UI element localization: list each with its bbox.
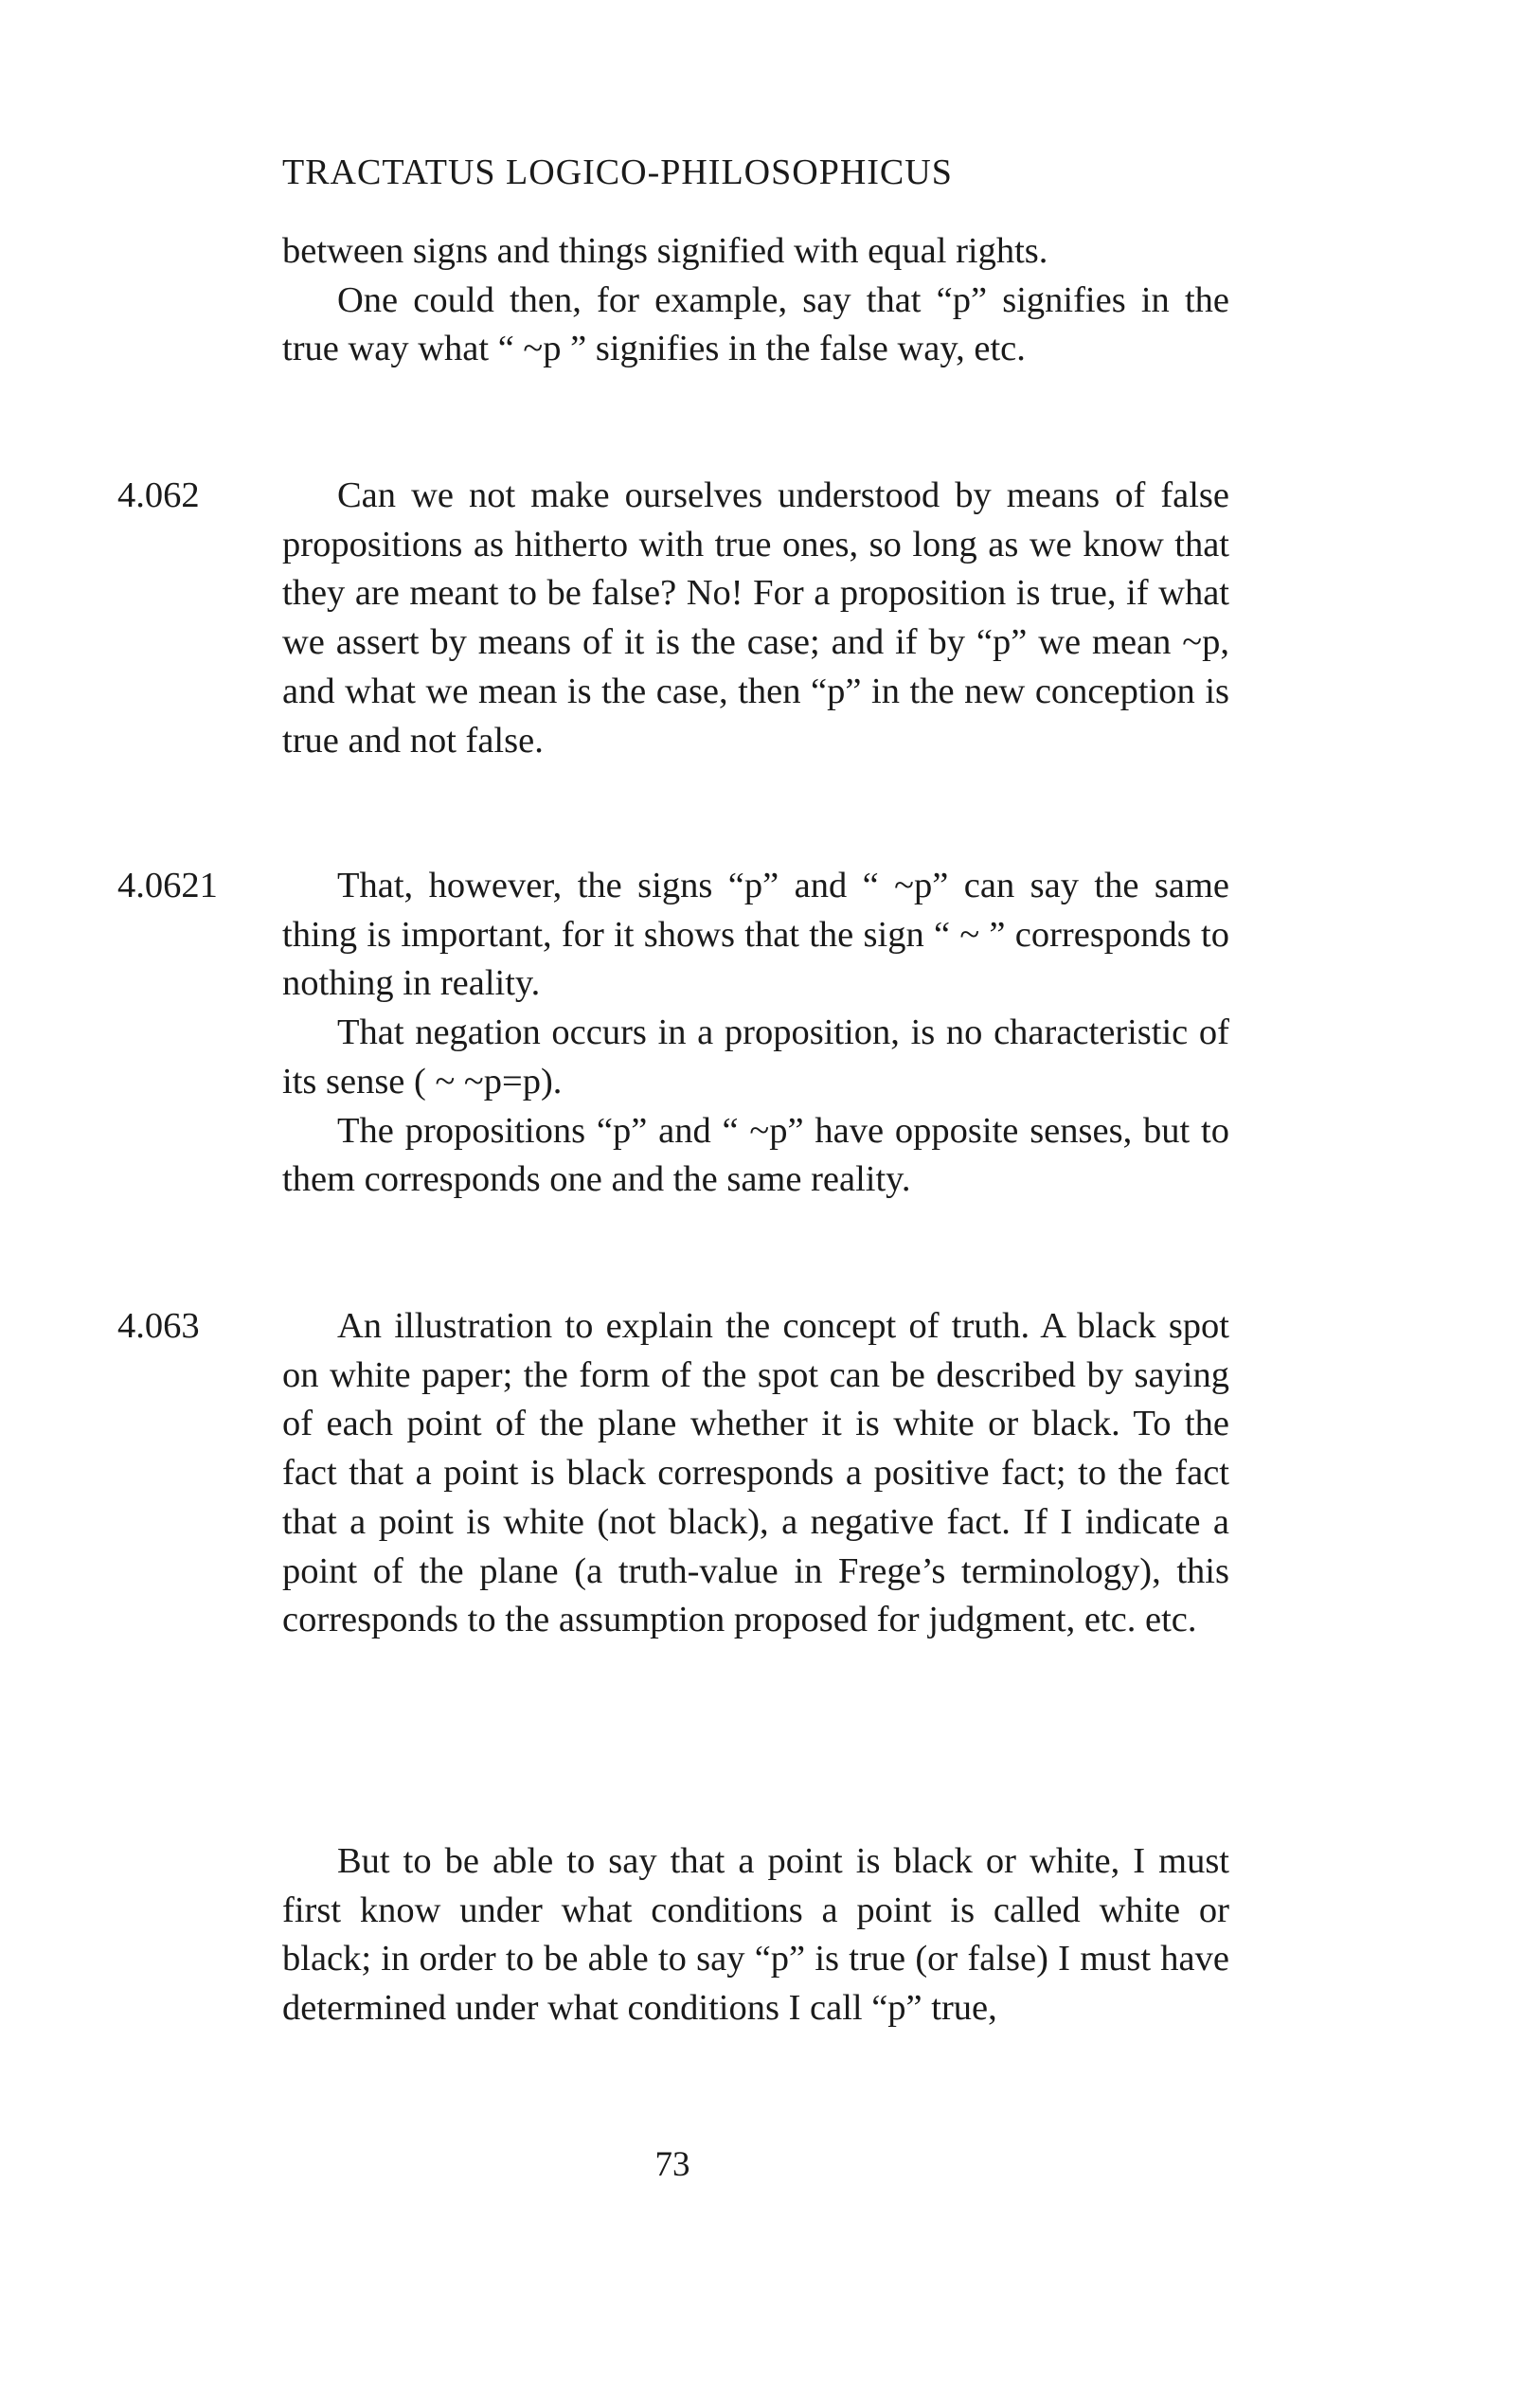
section-number-4-062: 4.062 <box>117 475 200 515</box>
section-4-0621-paragraph-2: That negation occurs in a proposition, is no characteristic of its sense ( ~ ~p=p). <box>282 1012 1229 1101</box>
section-4-0621-paragraph-1: That, however, the signs “p” and “ ~p” can say the same thing is important, for it shows that the sign “ ~ ” corresponds to nothing in reality. <box>282 866 1229 1004</box>
after-break-paragraph-1: But to be able to say that a point is black or white, I must first know under what conditions a point is called white or black; in order to be able to say “p” is true (or false) I must have determined under what conditions I call “p” true, <box>282 1841 1229 2029</box>
section-4-063-paragraph-1: An illustration to explain the concept of truth. A black spot on white paper; the form of the spot can be described by saying of each point of the plane whether it is white or black. To the fact that a point is black corresponds a positive fact; to the fact that a point is white (not black), a negative fact. If I indicate a point of the plane (a truth-value in Frege’s terminology), this corresponds to the assumption proposed for judgment, etc. etc. <box>282 1306 1229 1640</box>
section-4-062 <box>282 472 1229 765</box>
running-title: TRACTATUS LOGICO-PHILOSOPHICUS <box>282 152 953 192</box>
section-number-4-0621: 4.0621 <box>117 866 218 905</box>
page-number: 73 <box>654 2145 690 2184</box>
section-4-0621-paragraph-3: The propositions “p” and “ ~p” have opposite senses, but to them corresponds one and the same reality. <box>282 1110 1229 1200</box>
section-4-0621 <box>282 862 1229 1205</box>
after-break-block <box>282 1837 1229 2033</box>
section-4-062-paragraph-1: Can we not make ourselves understood by means of false propositions as hitherto with true ones, so long as we know that they are meant to be false? No! For a proposition is true, if what we assert by means of it is the case; and if by “p” we mean ~p, and what we mean is the case, then “p” in the new conception is true and not false. <box>282 475 1229 761</box>
continuation-block <box>282 227 1229 374</box>
continuation-paragraph-1: between signs and things signified with equal rights. <box>282 231 1048 271</box>
section-4-063 <box>282 1302 1229 1645</box>
continuation-paragraph-2: One could then, for example, say that “p” signifies in the true way what “ ~p ” signifies in the false way, etc. <box>282 279 1229 369</box>
section-number-4-063: 4.063 <box>117 1306 200 1346</box>
